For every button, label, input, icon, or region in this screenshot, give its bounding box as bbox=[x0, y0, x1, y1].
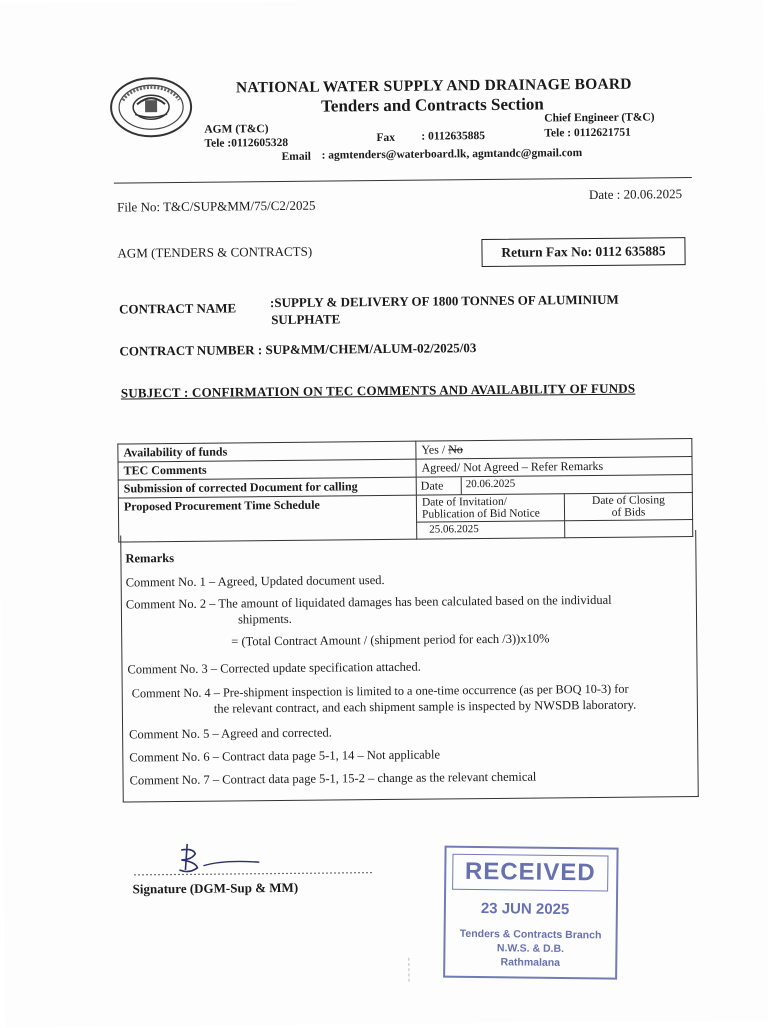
funds-no-struck: No bbox=[448, 442, 463, 457]
organization-name: NATIONAL WATER SUPPLY AND DRAINAGE BOARD bbox=[235, 75, 632, 97]
stamp-location: Rathmalana bbox=[500, 956, 561, 969]
funds-yes: Yes / bbox=[421, 442, 449, 457]
chief-engineer-telephone: Tele : 0112621751 bbox=[544, 126, 631, 140]
nwsdb-logo bbox=[109, 76, 194, 139]
subject-line: SUBJECT : CONFIRMATION ON TEC COMMENTS AND AVAILABILITY OF FUNDS bbox=[120, 380, 636, 401]
remark-comment-7: Comment No. 7 – Contract data page 5-1, 15-2 – change as the relevant chemical bbox=[129, 769, 537, 788]
submission-label: Submission of corrected Document for calling bbox=[118, 477, 416, 498]
file-number: File No: T&C/SUP&MM/75/C2/2025 bbox=[116, 197, 316, 215]
signature-line: ............................................................ bbox=[133, 862, 374, 879]
stamp-received: RECEIVED bbox=[452, 854, 608, 892]
remark-comment-2-cont: shipments. bbox=[237, 611, 292, 627]
schedule-label: Proposed Procurement Time Schedule bbox=[118, 495, 416, 542]
funds-label: Availability of funds bbox=[118, 441, 416, 462]
recipient: AGM (TENDERS & CONTRACTS) bbox=[117, 243, 313, 261]
section-title: Tenders and Contracts Section bbox=[321, 94, 544, 116]
contract-name-label: CONTRACT NAME bbox=[118, 300, 237, 317]
closing-header-line2: of Bids bbox=[611, 506, 646, 519]
remark-comment-3: Comment No. 3 – Corrected update specification attached. bbox=[127, 659, 421, 677]
remark-comment-5: Comment No. 5 – Agreed and corrected. bbox=[129, 725, 332, 742]
remark-comment-1: Comment No. 1 – Agreed, Updated document used. bbox=[125, 572, 385, 590]
invitation-header-line1: Date of Invitation/ bbox=[421, 495, 507, 509]
email-addresses: : agmtenders@waterboard.lk, agmtandc@gmail.com bbox=[321, 147, 583, 162]
agm-title: AGM (T&C) bbox=[204, 123, 269, 136]
return-fax-box: Return Fax No: 0112 635885 bbox=[481, 237, 685, 267]
fax-label: Fax bbox=[376, 131, 395, 145]
submission-date: 20.06.2025 bbox=[465, 477, 516, 491]
received-stamp bbox=[443, 846, 618, 980]
remark-comment-4-cont: the relevant contract, and each shipment sample is inspected by NWSDB laboratory. bbox=[213, 697, 637, 716]
remarks-title: Remarks bbox=[125, 551, 175, 566]
remark-comment-4: Comment No. 4 – Pre-shipment inspection is limited to a one-time occurrence (as per BOQ 10-3) for bbox=[131, 681, 629, 701]
signature-label: Signature (DGM-Sup & MM) bbox=[132, 879, 299, 897]
stamp-board: N.W.S. & D.B. bbox=[496, 942, 565, 955]
invitation-date: 25.06.2025 bbox=[417, 521, 565, 539]
remark-comment-6: Comment No. 6 – Contract data page 5-1, 14 – Not applicable bbox=[129, 747, 441, 765]
submission-date-label: Date bbox=[417, 477, 462, 494]
invitation-date-header bbox=[416, 494, 564, 522]
stamp-branch: Tenders & Contracts Branch bbox=[459, 927, 602, 942]
document-date: Date : 20.06.2025 bbox=[588, 186, 683, 203]
closing-date-header bbox=[564, 493, 692, 521]
remark-comment-2: Comment No. 2 – The amount of liquidated damages has been calculated based on the individual bbox=[125, 592, 612, 612]
fax-number: : 0112635885 bbox=[421, 130, 486, 143]
contract-name-value: :SUPPLY & DELIVERY OF 1800 TONNES OF ALUMINIUM bbox=[269, 291, 619, 311]
header-divider bbox=[114, 177, 692, 184]
contract-number: CONTRACT NUMBER : SUP&MM/CHEM/ALUM-02/2025/03 bbox=[119, 340, 477, 359]
contract-name-value-cont: SULPHATE bbox=[271, 311, 341, 328]
tec-value: Agreed/ Not Agreed – Refer Remarks bbox=[416, 457, 692, 478]
agm-telephone: Tele :0112605328 bbox=[204, 136, 289, 150]
funds-tec-table bbox=[117, 438, 693, 543]
closing-header-line1: Date of Closing bbox=[591, 494, 665, 508]
email-label: Email bbox=[281, 150, 312, 163]
chief-engineer-title: Chief Engineer (T&C) bbox=[544, 111, 655, 125]
stamp-date: 23 JUN 2025 bbox=[480, 900, 570, 919]
tec-label: TEC Comments bbox=[118, 459, 416, 480]
scan-mark bbox=[408, 958, 411, 982]
invitation-header-line2: Publication of Bid Notice bbox=[421, 507, 540, 521]
remark-comment-2-formula: = (Total Contract Amount / (shipment period for each /3))x10% bbox=[231, 631, 550, 649]
